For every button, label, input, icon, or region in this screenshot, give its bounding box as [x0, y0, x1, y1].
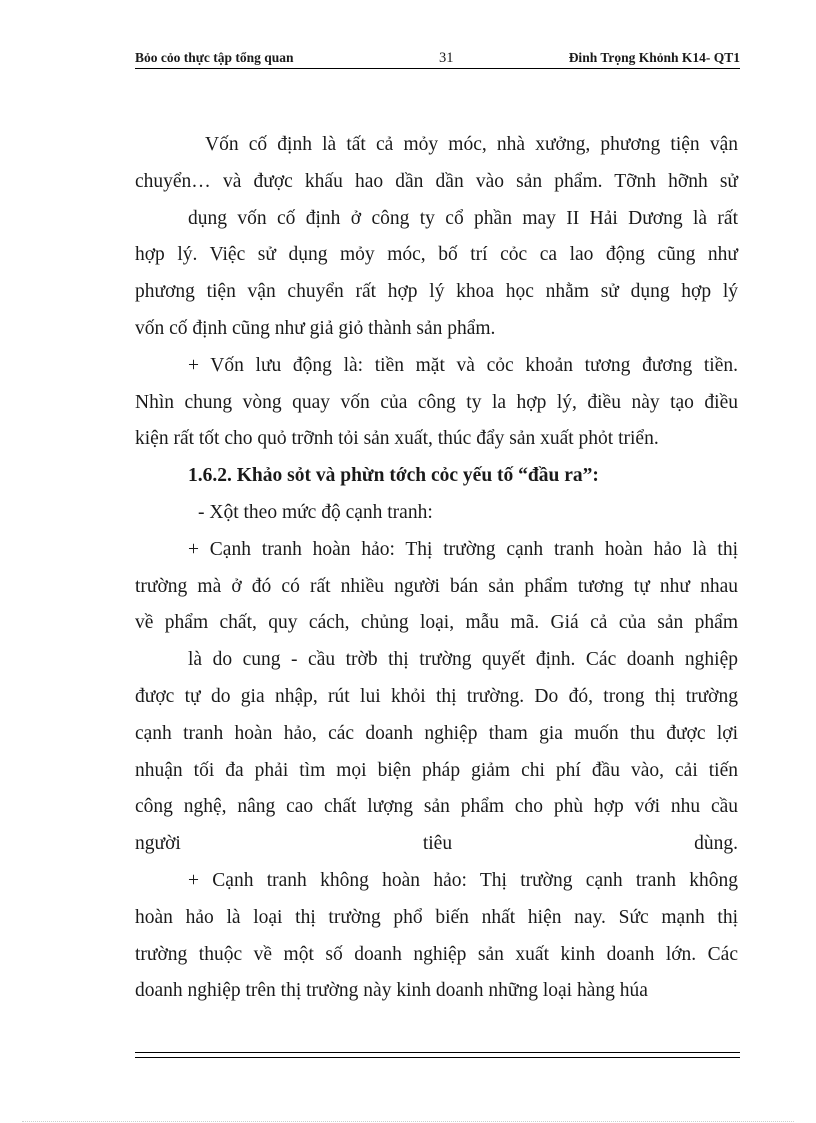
text-line: Vốn cố định là tất cả mỏy móc, nhà xưởng, phương tiện vận — [205, 134, 738, 155]
text-line: trường mà ở đó có rất nhiều người bán sản phẩm tương tự như nhau — [135, 575, 738, 597]
text-line: chuyển… và được khấu hao dần dần vào sản phẩm. Tỡnh hỡnh sử — [135, 170, 738, 192]
text-line: người tiêu dùng. — [135, 833, 738, 855]
header-author: Đinh Trọng Khỏnh K14- QT1 — [568, 50, 740, 65]
text-line: công nghệ, nâng cao chất lượng sản phẩm cho phù hợp với nhu cầu — [135, 796, 738, 818]
text-line: Nhìn chung vòng quay vốn của công ty la hợp lý, điều này tạo điều — [135, 391, 738, 413]
text-line: doanh nghiệp trên thị trường này kinh doanh những loại hàng húa — [135, 980, 648, 1002]
text-line: vốn cố định cũng như giả giỏ thành sản phẩm. — [135, 317, 496, 339]
text-line: được tự do gia nhập, rút lui khỏi thị trường. Do đó, trong thị trường — [135, 685, 738, 707]
text-line: nhuận tối đa phải tìm mọi biện pháp giảm chi phí đầu vào, cải tiến — [135, 759, 738, 781]
text-line: hợp lý. Việc sử dụng mỏy móc, bố trí cỏc ca lao động cũng như — [135, 244, 738, 266]
text-line: phương tiện vận chuyển rất hợp lý khoa học nhằm sử dụng hợp lý — [135, 281, 738, 303]
text-line: trường thuộc về một số doanh nghiệp sản xuất kinh doanh lớn. Các — [135, 943, 738, 965]
text-line: + Cạnh tranh không hoàn hảo: Thị trường cạnh tranh không — [188, 869, 738, 891]
section-heading: 1.6.2. Khảo sỏt và phừn tớch cỏc yếu tố “đầu ra”: — [188, 465, 599, 487]
text-line: + Vốn lưu động là: tiền mặt và cỏc khoản tương đương tiền. — [188, 354, 738, 376]
text-line: dụng vốn cố định ở công ty cổ phần may II Hải Dương là rất — [188, 207, 738, 229]
text-line: hoàn hảo là loại thị trường phổ biến nhất hiện nay. Sức mạnh thị — [135, 906, 738, 928]
header-report-title: Bỏo cỏo thực tập tổng quan — [135, 50, 294, 65]
page-bottom-edge — [22, 1121, 794, 1122]
text-line: + Cạnh tranh hoàn hảo: Thị trường cạnh tranh hoàn hảo là thị — [188, 538, 738, 560]
document-body — [135, 127, 738, 1010]
text-line: cạnh tranh hoàn hảo, các doanh nghiệp tham gia muốn thu được lợi — [135, 722, 738, 744]
text-line: về phẩm chất, quy cách, chủng loại, mẫu mã. Giá cả của sản phẩm — [135, 612, 738, 634]
footer-double-rule — [135, 1052, 740, 1058]
text-line: là do cung - cầu trờb thị trường quyết định. Các doanh nghiệp — [188, 649, 738, 671]
header-page-number: 31 — [439, 50, 454, 66]
page-header — [135, 50, 740, 69]
text-line: kiện rất tốt cho quỏ trỡnh tỏi sản xuất, thúc đẩy sản xuất phỏt triển. — [135, 428, 659, 450]
list-item: - Xột theo mức độ cạnh tranh: — [198, 501, 433, 523]
